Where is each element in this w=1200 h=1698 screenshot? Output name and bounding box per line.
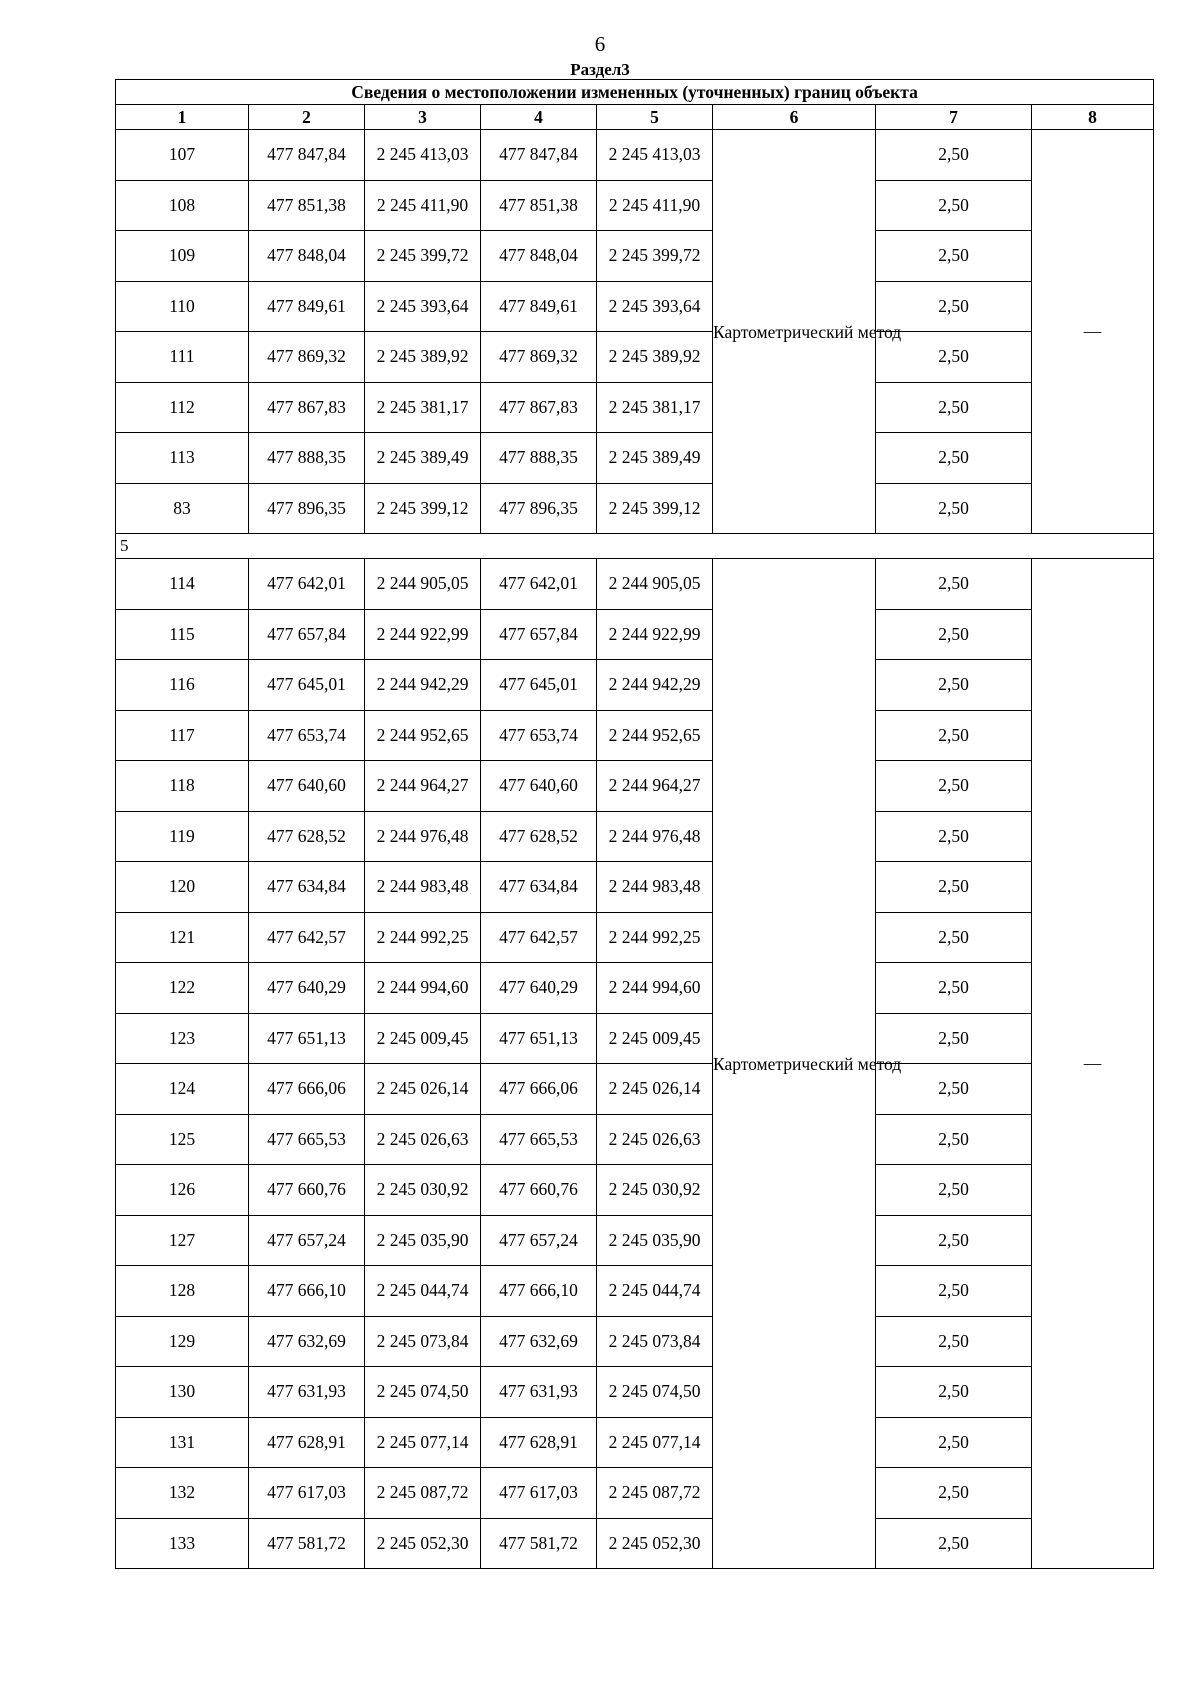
point-number-cell: 133 xyxy=(116,1518,249,1569)
table-row xyxy=(116,483,1154,534)
x-existing-cell: 477 617,03 xyxy=(249,1468,365,1519)
y-existing-cell: 2 245 077,14 xyxy=(365,1417,481,1468)
x-new-cell: 477 848,04 xyxy=(481,231,597,282)
accuracy-cell: 2,50 xyxy=(876,1367,1032,1418)
point-number-cell: 112 xyxy=(116,382,249,433)
point-number-cell: 114 xyxy=(116,559,249,610)
y-existing-cell: 2 245 052,30 xyxy=(365,1518,481,1569)
table-row xyxy=(116,231,1154,282)
y-new-cell: 2 245 009,45 xyxy=(597,1013,713,1064)
accuracy-cell: 2,50 xyxy=(876,912,1032,963)
column-number: 1 xyxy=(116,105,249,130)
x-new-cell: 477 666,10 xyxy=(481,1266,597,1317)
y-new-cell: 2 245 399,12 xyxy=(597,483,713,534)
table-row xyxy=(116,1114,1154,1165)
table-row xyxy=(116,180,1154,231)
x-existing-cell: 477 660,76 xyxy=(249,1165,365,1216)
x-new-cell: 477 617,03 xyxy=(481,1468,597,1519)
x-existing-cell: 477 632,69 xyxy=(249,1316,365,1367)
y-new-cell: 2 245 399,72 xyxy=(597,231,713,282)
table-row xyxy=(116,609,1154,660)
table-row xyxy=(116,761,1154,812)
point-number-cell: 127 xyxy=(116,1215,249,1266)
y-new-cell: 2 244 994,60 xyxy=(597,963,713,1014)
table-row xyxy=(116,1417,1154,1468)
x-new-cell: 477 847,84 xyxy=(481,130,597,181)
y-new-cell: 2 244 952,65 xyxy=(597,710,713,761)
y-new-cell: 2 245 026,14 xyxy=(597,1064,713,1115)
y-new-cell: 2 245 411,90 xyxy=(597,180,713,231)
point-number-cell: 130 xyxy=(116,1367,249,1418)
x-existing-cell: 477 628,52 xyxy=(249,811,365,862)
table-row xyxy=(116,281,1154,332)
y-existing-cell: 2 245 399,72 xyxy=(365,231,481,282)
y-existing-cell: 2 245 389,49 xyxy=(365,433,481,484)
point-number-cell: 110 xyxy=(116,281,249,332)
x-new-cell: 477 628,52 xyxy=(481,811,597,862)
x-existing-cell: 477 849,61 xyxy=(249,281,365,332)
y-existing-cell: 2 245 009,45 xyxy=(365,1013,481,1064)
y-existing-cell: 2 244 992,25 xyxy=(365,912,481,963)
point-number-cell: 120 xyxy=(116,862,249,913)
method-cell: Картометрический метод xyxy=(713,559,876,1569)
x-new-cell: 477 642,01 xyxy=(481,559,597,610)
table-row xyxy=(116,130,1154,181)
point-number-cell: 121 xyxy=(116,912,249,963)
y-new-cell: 2 245 073,84 xyxy=(597,1316,713,1367)
y-existing-cell: 2 244 983,48 xyxy=(365,862,481,913)
x-existing-cell: 477 869,32 xyxy=(249,332,365,383)
column-number: 5 xyxy=(597,105,713,130)
point-number-cell: 118 xyxy=(116,761,249,812)
column-number: 8 xyxy=(1032,105,1154,130)
point-number-cell: 117 xyxy=(116,710,249,761)
table-row xyxy=(116,811,1154,862)
point-number-cell: 125 xyxy=(116,1114,249,1165)
point-number-cell: 128 xyxy=(116,1266,249,1317)
x-existing-cell: 477 851,38 xyxy=(249,180,365,231)
table-row xyxy=(116,963,1154,1014)
accuracy-cell: 2,50 xyxy=(876,811,1032,862)
y-new-cell: 2 245 381,17 xyxy=(597,382,713,433)
x-new-cell: 477 849,61 xyxy=(481,281,597,332)
point-number-cell: 124 xyxy=(116,1064,249,1115)
y-existing-cell: 2 245 026,14 xyxy=(365,1064,481,1115)
accuracy-cell: 2,50 xyxy=(876,609,1032,660)
table-body xyxy=(116,130,1154,1569)
x-new-cell: 477 640,60 xyxy=(481,761,597,812)
x-new-cell: 477 896,35 xyxy=(481,483,597,534)
x-new-cell: 477 869,32 xyxy=(481,332,597,383)
remark-cell: — xyxy=(1032,130,1154,534)
table-row xyxy=(116,1215,1154,1266)
y-new-cell: 2 245 035,90 xyxy=(597,1215,713,1266)
accuracy-cell: 2,50 xyxy=(876,1468,1032,1519)
y-new-cell: 2 245 052,30 xyxy=(597,1518,713,1569)
table-row xyxy=(116,382,1154,433)
x-existing-cell: 477 657,84 xyxy=(249,609,365,660)
x-new-cell: 477 888,35 xyxy=(481,433,597,484)
accuracy-cell: 2,50 xyxy=(876,710,1032,761)
table-row xyxy=(116,1316,1154,1367)
x-new-cell: 477 851,38 xyxy=(481,180,597,231)
x-new-cell: 477 653,74 xyxy=(481,710,597,761)
y-existing-cell: 2 245 074,50 xyxy=(365,1367,481,1418)
x-existing-cell: 477 642,57 xyxy=(249,912,365,963)
x-existing-cell: 477 640,60 xyxy=(249,761,365,812)
y-existing-cell: 2 244 952,65 xyxy=(365,710,481,761)
boundary-coordinates-table xyxy=(115,79,1154,1569)
table-row xyxy=(116,862,1154,913)
point-number-cell: 116 xyxy=(116,660,249,711)
x-existing-cell: 477 640,29 xyxy=(249,963,365,1014)
y-new-cell: 2 245 044,74 xyxy=(597,1266,713,1317)
column-number: 4 xyxy=(481,105,597,130)
point-number-cell: 122 xyxy=(116,963,249,1014)
accuracy-cell: 2,50 xyxy=(876,1114,1032,1165)
x-existing-cell: 477 848,04 xyxy=(249,231,365,282)
y-existing-cell: 2 245 035,90 xyxy=(365,1215,481,1266)
y-new-cell: 2 244 976,48 xyxy=(597,811,713,862)
y-new-cell: 2 244 905,05 xyxy=(597,559,713,610)
table-row xyxy=(116,912,1154,963)
table-row xyxy=(116,1064,1154,1115)
point-number-cell: 129 xyxy=(116,1316,249,1367)
accuracy-cell: 2,50 xyxy=(876,1064,1032,1115)
x-existing-cell: 477 867,83 xyxy=(249,382,365,433)
x-new-cell: 477 640,29 xyxy=(481,963,597,1014)
x-new-cell: 477 867,83 xyxy=(481,382,597,433)
x-new-cell: 477 634,84 xyxy=(481,862,597,913)
accuracy-cell: 2,50 xyxy=(876,1165,1032,1216)
accuracy-cell: 2,50 xyxy=(876,433,1032,484)
column-number: 3 xyxy=(365,105,481,130)
point-number-cell: 119 xyxy=(116,811,249,862)
accuracy-cell: 2,50 xyxy=(876,180,1032,231)
point-number-cell: 111 xyxy=(116,332,249,383)
x-existing-cell: 477 666,06 xyxy=(249,1064,365,1115)
table-row xyxy=(116,1266,1154,1317)
y-existing-cell: 2 244 905,05 xyxy=(365,559,481,610)
y-new-cell: 2 245 413,03 xyxy=(597,130,713,181)
x-existing-cell: 477 581,72 xyxy=(249,1518,365,1569)
x-existing-cell: 477 651,13 xyxy=(249,1013,365,1064)
y-new-cell: 2 244 992,25 xyxy=(597,912,713,963)
x-new-cell: 477 628,91 xyxy=(481,1417,597,1468)
x-new-cell: 477 632,69 xyxy=(481,1316,597,1367)
remark-cell: — xyxy=(1032,559,1154,1569)
y-new-cell: 2 245 077,14 xyxy=(597,1417,713,1468)
accuracy-cell: 2,50 xyxy=(876,963,1032,1014)
table-caption: Сведения о местоположении измененных (уточненных) границ объекта xyxy=(116,80,1154,105)
accuracy-cell: 2,50 xyxy=(876,1417,1032,1468)
accuracy-cell: 2,50 xyxy=(876,559,1032,610)
y-existing-cell: 2 244 942,29 xyxy=(365,660,481,711)
x-new-cell: 477 581,72 xyxy=(481,1518,597,1569)
accuracy-cell: 2,50 xyxy=(876,660,1032,711)
x-new-cell: 477 666,06 xyxy=(481,1064,597,1115)
accuracy-cell: 2,50 xyxy=(876,761,1032,812)
y-existing-cell: 2 244 994,60 xyxy=(365,963,481,1014)
x-existing-cell: 477 628,91 xyxy=(249,1417,365,1468)
x-new-cell: 477 665,53 xyxy=(481,1114,597,1165)
accuracy-cell: 2,50 xyxy=(876,1013,1032,1064)
x-existing-cell: 477 896,35 xyxy=(249,483,365,534)
accuracy-cell: 2,50 xyxy=(876,231,1032,282)
accuracy-cell: 2,50 xyxy=(876,332,1032,383)
y-existing-cell: 2 245 381,17 xyxy=(365,382,481,433)
y-existing-cell: 2 245 411,90 xyxy=(365,180,481,231)
y-new-cell: 2 244 942,29 xyxy=(597,660,713,711)
x-existing-cell: 477 634,84 xyxy=(249,862,365,913)
y-existing-cell: 2 245 413,03 xyxy=(365,130,481,181)
point-number-cell: 132 xyxy=(116,1468,249,1519)
y-new-cell: 2 244 922,99 xyxy=(597,609,713,660)
x-existing-cell: 477 888,35 xyxy=(249,433,365,484)
accuracy-cell: 2,50 xyxy=(876,130,1032,181)
x-new-cell: 477 631,93 xyxy=(481,1367,597,1418)
y-new-cell: 2 245 393,64 xyxy=(597,281,713,332)
y-new-cell: 2 244 983,48 xyxy=(597,862,713,913)
table-row xyxy=(116,660,1154,711)
column-number: 7 xyxy=(876,105,1032,130)
y-existing-cell: 2 245 393,64 xyxy=(365,281,481,332)
page-number: 6 xyxy=(594,32,606,56)
accuracy-cell: 2,50 xyxy=(876,382,1032,433)
x-new-cell: 477 645,01 xyxy=(481,660,597,711)
accuracy-cell: 2,50 xyxy=(876,483,1032,534)
y-new-cell: 2 245 087,72 xyxy=(597,1468,713,1519)
y-existing-cell: 2 245 030,92 xyxy=(365,1165,481,1216)
accuracy-cell: 2,50 xyxy=(876,1215,1032,1266)
point-number-cell: 108 xyxy=(116,180,249,231)
point-number-cell: 131 xyxy=(116,1417,249,1468)
x-new-cell: 477 657,84 xyxy=(481,609,597,660)
y-existing-cell: 2 245 087,72 xyxy=(365,1468,481,1519)
y-new-cell: 2 245 074,50 xyxy=(597,1367,713,1418)
x-new-cell: 477 651,13 xyxy=(481,1013,597,1064)
y-existing-cell: 2 245 073,84 xyxy=(365,1316,481,1367)
accuracy-cell: 2,50 xyxy=(876,1518,1032,1569)
x-existing-cell: 477 657,24 xyxy=(249,1215,365,1266)
point-number-cell: 83 xyxy=(116,483,249,534)
table-row xyxy=(116,1013,1154,1064)
x-existing-cell: 477 665,53 xyxy=(249,1114,365,1165)
table-row xyxy=(116,433,1154,484)
table-row xyxy=(116,1367,1154,1418)
point-number-cell: 126 xyxy=(116,1165,249,1216)
y-existing-cell: 2 244 976,48 xyxy=(365,811,481,862)
method-cell: Картометрический метод xyxy=(713,130,876,534)
column-number-row xyxy=(116,105,1154,130)
point-number-cell: 123 xyxy=(116,1013,249,1064)
x-existing-cell: 477 847,84 xyxy=(249,130,365,181)
x-new-cell: 477 642,57 xyxy=(481,912,597,963)
y-existing-cell: 2 245 389,92 xyxy=(365,332,481,383)
y-new-cell: 2 245 026,63 xyxy=(597,1114,713,1165)
y-new-cell: 2 245 030,92 xyxy=(597,1165,713,1216)
column-number: 6 xyxy=(713,105,876,130)
table-row xyxy=(116,332,1154,383)
y-existing-cell: 2 244 922,99 xyxy=(365,609,481,660)
x-existing-cell: 477 642,01 xyxy=(249,559,365,610)
table-row xyxy=(116,1468,1154,1519)
section-title: Раздел3 xyxy=(570,60,630,79)
y-new-cell: 2 245 389,92 xyxy=(597,332,713,383)
x-new-cell: 477 657,24 xyxy=(481,1215,597,1266)
x-new-cell: 477 660,76 xyxy=(481,1165,597,1216)
x-existing-cell: 477 653,74 xyxy=(249,710,365,761)
y-new-cell: 2 244 964,27 xyxy=(597,761,713,812)
table-caption-row xyxy=(116,80,1154,105)
y-existing-cell: 2 245 044,74 xyxy=(365,1266,481,1317)
y-existing-cell: 2 245 026,63 xyxy=(365,1114,481,1165)
point-number-cell: 107 xyxy=(116,130,249,181)
table-row xyxy=(116,1518,1154,1569)
y-existing-cell: 2 244 964,27 xyxy=(365,761,481,812)
point-number-cell: 113 xyxy=(116,433,249,484)
x-existing-cell: 477 666,10 xyxy=(249,1266,365,1317)
y-existing-cell: 2 245 399,12 xyxy=(365,483,481,534)
point-number-cell: 109 xyxy=(116,231,249,282)
x-existing-cell: 477 645,01 xyxy=(249,660,365,711)
group-label: 5 xyxy=(116,534,1154,559)
column-number: 2 xyxy=(249,105,365,130)
table-row xyxy=(116,559,1154,610)
accuracy-cell: 2,50 xyxy=(876,281,1032,332)
point-number-cell: 115 xyxy=(116,609,249,660)
accuracy-cell: 2,50 xyxy=(876,1266,1032,1317)
accuracy-cell: 2,50 xyxy=(876,1316,1032,1367)
group-label-row xyxy=(116,534,1154,559)
table-row xyxy=(116,710,1154,761)
x-existing-cell: 477 631,93 xyxy=(249,1367,365,1418)
table-row xyxy=(116,1165,1154,1216)
y-new-cell: 2 245 389,49 xyxy=(597,433,713,484)
accuracy-cell: 2,50 xyxy=(876,862,1032,913)
